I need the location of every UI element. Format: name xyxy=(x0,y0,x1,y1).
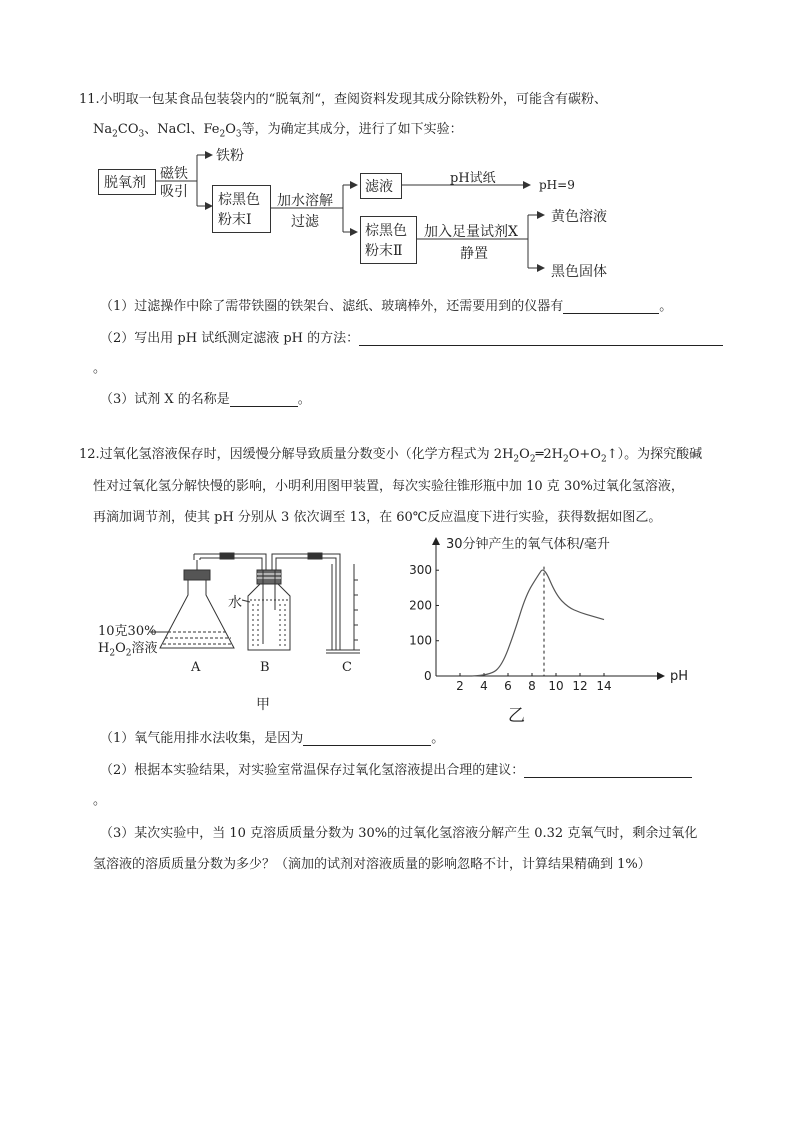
q11-sub2 xyxy=(100,327,723,346)
magnet-bottom-label: 吸引 xyxy=(160,184,188,200)
y-tick-label: 300 xyxy=(409,563,432,578)
cylinder-c xyxy=(326,564,360,653)
h-text: H xyxy=(98,641,110,656)
x-tick-label: 2 xyxy=(456,679,464,693)
reagent-top-label: 加入足量试剂X xyxy=(424,224,518,240)
answer-blank[interactable] xyxy=(230,392,298,407)
x-axis-label: pH xyxy=(670,669,689,684)
fe-subscript: 2 xyxy=(219,129,226,140)
water-pointer xyxy=(242,600,250,602)
sample-label-line1: 10克30% xyxy=(98,624,157,639)
tube-bc xyxy=(272,553,340,650)
dissolve-top-label: 加水溶解 xyxy=(277,193,333,209)
stopper-a xyxy=(184,570,210,580)
oxygen-chart xyxy=(400,530,689,710)
q12-line1-post: ↑）。为探究酸碱 xyxy=(606,447,703,462)
answer-blank[interactable] xyxy=(563,299,659,314)
label-a: A xyxy=(191,660,201,675)
subscript: 2 xyxy=(125,648,132,659)
answer-blank[interactable] xyxy=(359,331,723,346)
subscript: 2 xyxy=(109,648,116,659)
q11-sub3-text: （3）试剂 X 的名称是 xyxy=(100,392,230,407)
chart-title: 30分钟产生的氧气体积/毫升 xyxy=(446,537,610,552)
q11-sub2-text: （2）写出用 pH 试纸测定滤液 pH 的方法： xyxy=(100,331,360,346)
o-text: O xyxy=(115,641,126,656)
x-tick-label: 14 xyxy=(596,679,612,693)
intro-line2-post: 等，为确定其成分，进行了如下实验： xyxy=(241,122,463,137)
x-tick-label: 8 xyxy=(528,679,536,693)
q11-sub1 xyxy=(100,295,672,314)
black-solid-label: 黑色固体 xyxy=(551,264,607,280)
q11-intro-line1: 11.小明取一包某食品包装袋内的“脱氧剂“，查阅资料发现其成分除铁粉外，可能含有碳粉、 xyxy=(79,92,607,107)
deoxidizer-label: 脱氧剂 xyxy=(104,175,146,191)
q11-sub1-text: （1）过滤操作中除了需带铁圈的铁架台、滤纸、玻璃棒外，还需要用到的仪器有 xyxy=(100,299,564,314)
o-subscript: 3 xyxy=(235,129,242,140)
label-b: B xyxy=(260,660,270,675)
q12-line1 xyxy=(79,443,702,465)
series-line xyxy=(472,570,604,676)
dissolve-bottom-label: 过滤 xyxy=(291,214,319,230)
q12-line2: 性对过氧化氢分解快慢的影响，小明利用图甲装置，每次实验往锥形瓶中加 10 克 30%过氧化氢溶液， xyxy=(93,479,684,494)
label-c: C xyxy=(342,660,352,675)
caption-yi: 乙 xyxy=(508,706,525,726)
answer-blank[interactable] xyxy=(524,763,692,778)
iron-label: 铁粉 xyxy=(216,148,244,164)
q12-sub1-text: （1）氧气能用排水法收集，是因为 xyxy=(100,731,304,746)
q12-sub2 xyxy=(100,759,692,778)
y-tick-label: 200 xyxy=(409,598,432,613)
subscript: 2 xyxy=(600,454,607,465)
q12-sub3-line2: 氢溶液的溶质质量分数为多少？（滴加的试剂对溶液质量的影响忽略不计，计算结果精确到 1%） xyxy=(93,857,651,872)
q12-sub3-line1: （3）某次实验中，当 10 克溶质质量分数为 30%的过氧化氢溶液分解产生 0.32 克氧气时，剩余过氧化 xyxy=(100,826,698,841)
x-tick-label: 4 xyxy=(480,679,488,693)
ph-paper-label: pH试纸 xyxy=(450,171,496,186)
co-text: CO xyxy=(117,122,139,137)
powder1-line1: 棕黑色 xyxy=(218,192,260,208)
bottle-b xyxy=(248,570,290,650)
o-text: O xyxy=(225,122,236,137)
q12-line3: 再滴加调节剂，使其 pH 分别从 3 依次调至 13，在 60℃反应温度下进行实验，获得数据如图乙。 xyxy=(93,510,662,525)
q12-sub2-text: （2）根据本实验结果，对实验室常温保存过氧化氢溶液提出合理的建议： xyxy=(100,763,525,778)
sample-label-line2 xyxy=(98,637,158,659)
tube-ab xyxy=(194,553,266,570)
period: 。 xyxy=(659,299,673,314)
subscript: 2 xyxy=(513,454,520,465)
x-tick-label: 12 xyxy=(572,679,588,693)
na-text: Na xyxy=(93,122,113,137)
magnet-top-label: 磁铁 xyxy=(160,166,188,182)
q12-sub1 xyxy=(100,727,444,746)
nacl-fe-text: 、NaCl、Fe xyxy=(144,122,220,137)
q12-o: O xyxy=(519,447,530,462)
na-subscript: 2 xyxy=(112,129,118,140)
subscript: 2 xyxy=(563,454,569,465)
x-tick-label: 6 xyxy=(504,679,512,693)
q12-o2: O+O xyxy=(568,447,601,462)
origin-label: 0 xyxy=(424,669,432,683)
q12-eq: ═2H xyxy=(535,447,563,462)
powder1-line2: 粉末Ⅰ xyxy=(218,212,252,228)
x-tick-label: 10 xyxy=(548,679,564,693)
powder2-line2: 粉末Ⅱ xyxy=(365,243,403,259)
ph-result-label: pH=9 xyxy=(539,178,575,192)
yellow-solution-label: 黄色溶液 xyxy=(551,209,607,225)
water-label: 水 xyxy=(228,595,242,611)
answer-blank[interactable] xyxy=(303,731,431,746)
liquid-text: 溶液 xyxy=(131,641,158,656)
reagent-bottom-label: 静置 xyxy=(460,246,488,262)
co-subscript: 3 xyxy=(138,129,145,140)
flask-a xyxy=(160,560,234,648)
q12-line1-pre: 12.过氧化氢溶液保存时，因缓慢分解导致质量分数变小（化学方程式为 2H xyxy=(79,447,514,462)
period: 。 xyxy=(431,731,445,746)
q12-sub2-end: 。 xyxy=(93,793,107,808)
q11-sub3 xyxy=(100,388,311,407)
filtrate-label: 滤液 xyxy=(365,179,393,195)
subscript: 2 xyxy=(529,454,536,465)
y-tick-label: 100 xyxy=(409,633,432,648)
powder2-line1: 棕黑色 xyxy=(365,223,407,239)
period: 。 xyxy=(297,392,311,407)
q11-sub2-end: 。 xyxy=(93,361,107,376)
caption-jia: 甲 xyxy=(256,697,270,713)
